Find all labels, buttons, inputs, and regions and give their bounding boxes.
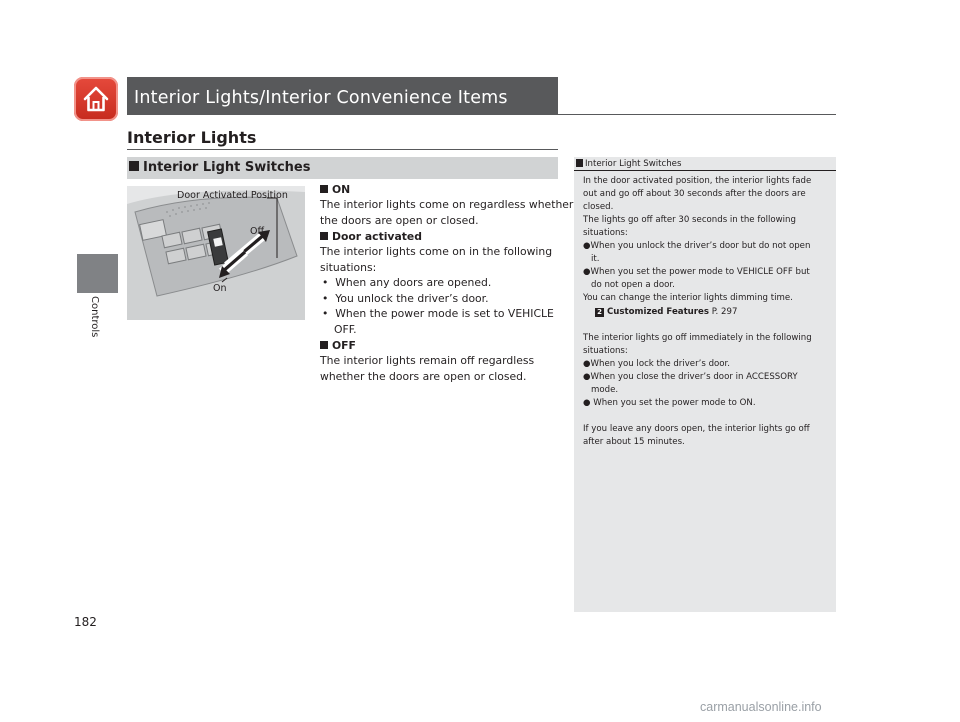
watermark: carmanualsonline.info	[700, 700, 822, 714]
subheading	[129, 160, 310, 175]
on-heading: ON	[320, 183, 350, 196]
chapter-tab-label: Controls	[89, 296, 100, 338]
chapter-tab[interactable]	[77, 254, 118, 293]
note-list-item-cont: it.	[591, 254, 600, 264]
page-number: 182	[74, 615, 97, 629]
list-item-cont: OFF.	[334, 323, 357, 336]
square-bullet-icon	[320, 232, 328, 240]
off-heading: OFF	[320, 339, 356, 352]
note-list-item: ●When you close the driver’s door in ACCESSORY	[583, 372, 798, 382]
reference-arrow-icon: 2	[595, 308, 604, 317]
subheading-text: Interior Light Switches	[143, 160, 311, 175]
note-line: In the door activated position, the interior lights fade	[583, 176, 812, 186]
console-drawing-icon	[127, 186, 305, 320]
note-list-item: ● When you set the power mode to ON.	[583, 398, 756, 408]
note-list-item: ●When you unlock the driver’s door but do not open	[583, 241, 811, 251]
callout-on: On	[213, 283, 227, 294]
note-line: The lights go off after 30 seconds in the following	[583, 215, 796, 225]
note-list-item-cont: do not open a door.	[591, 280, 675, 290]
on-text-line: The interior lights come on regardless whether	[320, 198, 574, 211]
list-item: • When any doors are opened.	[322, 276, 492, 289]
note-line: situations:	[583, 228, 628, 238]
door-text-line: The interior lights come on in the following	[320, 245, 553, 258]
note-header-rule	[574, 170, 836, 171]
note-marker-icon	[576, 159, 583, 167]
note-list-item-cont: mode.	[591, 385, 619, 395]
door-activated-heading: Door activated	[320, 230, 422, 243]
on-text-line: the doors are open or closed.	[320, 214, 479, 227]
section-title: Interior Lights/Interior Convenience Items	[134, 88, 508, 108]
list-item: • When the power mode is set to VEHICLE	[322, 307, 554, 320]
note-line: closed.	[583, 202, 614, 212]
note-line: You can change the interior lights dimming time.	[583, 293, 793, 303]
list-item: • You unlock the driver’s door.	[322, 292, 489, 305]
off-text-line: whether the doors are open or closed.	[320, 370, 527, 383]
note-line: after about 15 minutes.	[583, 437, 685, 447]
note-line: out and go off about 30 seconds after the doors are	[583, 189, 806, 199]
home-icon[interactable]	[74, 77, 118, 121]
note-list-item: ●When you set the power mode to VEHICLE OFF but	[583, 267, 810, 277]
square-bullet-icon	[320, 341, 328, 349]
page-heading: Interior Lights	[127, 128, 257, 147]
square-bullet-icon	[129, 161, 139, 171]
note-list-item: ●When you lock the driver’s door.	[583, 359, 731, 369]
note-line: If you leave any doors open, the interior lights go off	[583, 424, 810, 434]
light-switch-illustration	[127, 186, 305, 320]
note-line: situations:	[583, 346, 628, 356]
callout-door-activated: Door Activated Position	[177, 190, 288, 201]
callout-off: Off	[250, 226, 265, 237]
section-band-rule	[127, 114, 836, 115]
note-line: The interior lights go off immediately in the following	[583, 333, 812, 343]
square-bullet-icon	[320, 185, 328, 193]
off-text-line: The interior lights remain off regardless	[320, 354, 535, 367]
heading-rule	[127, 149, 558, 150]
door-text-line: situations:	[320, 261, 377, 274]
cross-reference-link[interactable]: 2 Customized Features P. 297	[595, 307, 737, 317]
note-header: Interior Light Switches	[576, 159, 681, 169]
